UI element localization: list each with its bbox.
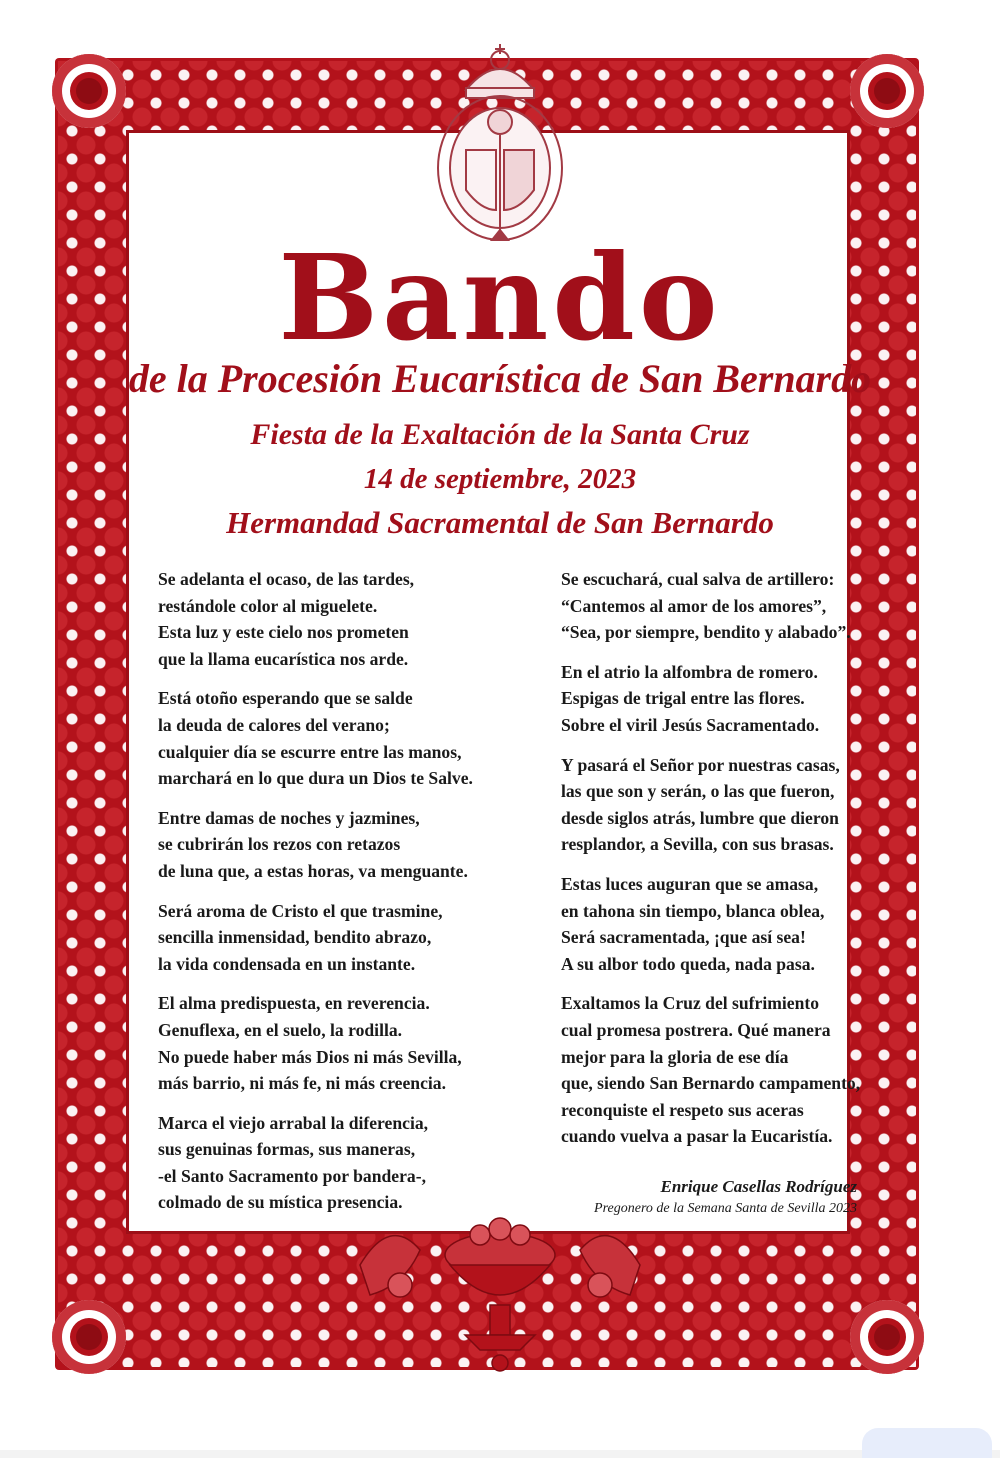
verse-line: Está otoño esperando que se salde — [158, 688, 413, 709]
verse-line: la vida condensada en un instante. — [158, 953, 416, 974]
verse-line: que, siendo San Bernardo campamento, — [561, 1073, 861, 1094]
verse-line: colmado de su mística presencia. — [158, 1192, 403, 1213]
verse-line: Esta luz y este cielo nos prometen — [158, 622, 409, 643]
stanza — [158, 685, 478, 791]
verse-line: reconquiste el respeto sus aceras — [561, 1099, 804, 1120]
poem-column-right — [561, 566, 871, 1163]
document-subtitle: de la Procesión Eucarística de San Bernardo — [128, 356, 872, 401]
document-title: Bando — [278, 228, 722, 367]
verse-line: desde siglos atrás, lumbre que dieron — [561, 807, 839, 828]
verse-line: que la llama eucarística nos arde. — [158, 648, 409, 669]
verse-line: “Cantemos al amor de los amores”, — [561, 595, 827, 616]
verse-line: sus genuinas formas, sus maneras, — [158, 1139, 416, 1160]
corner-ornament-bottom-left — [52, 1300, 126, 1374]
verse-line: Genuflexa, en el suelo, la rodilla. — [158, 1019, 403, 1040]
verse-line: Sobre el viril Jesús Sacramentado. — [561, 714, 820, 735]
scroll-to-top-button[interactable] — [862, 1428, 992, 1458]
verse-line: mejor para la gloria de ese día — [561, 1046, 789, 1067]
brotherhood-crest-icon — [426, 40, 574, 245]
verse-line: marchará en lo que dura un Dios te Salve. — [158, 768, 473, 789]
stanza — [158, 898, 478, 978]
brotherhood-name: Hermandad Sacramental de San Bernardo — [226, 505, 774, 540]
verse-line: Espigas de trigal entre las flores. — [561, 688, 805, 709]
verse-line: cualquier día se escurre entre las manos, — [158, 741, 462, 762]
author-name: Enrique Casellas Rodríguez — [660, 1177, 857, 1196]
verse-line: Se escuchará, cual salva de artillero: — [561, 569, 835, 589]
stanza — [158, 990, 478, 1096]
chalice-angels-ornament-icon — [330, 1195, 670, 1375]
stanza — [561, 871, 871, 977]
verse-line: restándole color al miguelete. — [158, 595, 378, 616]
verse-line: No puede haber más Dios ni más Sevilla, — [158, 1046, 462, 1067]
verse-line: Será sacramentada, ¡que así sea! — [561, 927, 806, 948]
verse-line: cuando vuelva a pasar la Eucaristía. — [561, 1126, 833, 1147]
stanza — [158, 566, 478, 672]
poem-column-left — [158, 566, 478, 1229]
event-date: 14 de septiembre, 2023 — [363, 463, 637, 495]
verse-line: A su albor todo queda, nada pasa. — [561, 953, 815, 974]
stanza — [561, 990, 871, 1150]
corner-ornament-top-left — [52, 54, 126, 128]
verse-line: sencilla inmensidad, bendito abrazo, — [158, 927, 432, 948]
stanza — [561, 566, 871, 646]
verse-line: Será aroma de Cristo el que trasmine, — [158, 900, 443, 921]
corner-ornament-bottom-right — [850, 1300, 924, 1374]
verse-line: Se adelanta el ocaso, de las tardes, — [158, 569, 415, 589]
feast-title: Fiesta de la Exaltación de la Santa Cruz — [250, 418, 750, 451]
author-role: Pregonero de la Semana Santa de Sevilla 2023 — [594, 1201, 857, 1216]
verse-line: en tahona sin tiempo, blanca oblea, — [561, 900, 825, 921]
verse-line: más barrio, ni más fe, ni más creencia. — [158, 1073, 446, 1094]
verse-line: Marca el viejo arrabal la diferencia, — [158, 1112, 429, 1133]
stanza — [158, 805, 478, 885]
verse-line: -el Santo Sacramento por bandera-, — [158, 1165, 426, 1186]
verse-line: la deuda de calores del verano; — [158, 714, 390, 735]
verse-line: las que son y serán, o las que fueron, — [561, 781, 835, 802]
stanza — [561, 659, 871, 739]
verse-line: El alma predispuesta, en reverencia. — [158, 993, 430, 1014]
corner-ornament-top-right — [850, 54, 924, 128]
verse-line: cual promesa postrera. Qué manera — [561, 1019, 831, 1040]
verse-line: Entre damas de noches y jazmines, — [158, 807, 420, 828]
verse-line: Exaltamos la Cruz del sufrimiento — [561, 993, 820, 1014]
verse-line: “Sea, por siempre, bendito y alabado”. — [561, 622, 851, 643]
stanza — [561, 752, 871, 858]
verse-line: En el atrio la alfombra de romero. — [561, 661, 818, 682]
verse-line: Estas luces auguran que se amasa, — [561, 873, 819, 894]
verse-line: Y pasará el Señor por nuestras casas, — [561, 754, 840, 775]
verse-line: resplandor, a Sevilla, con sus brasas. — [561, 834, 834, 855]
verse-line: de luna que, a estas horas, va menguante. — [158, 860, 468, 881]
verse-line: se cubrirán los rezos con retazos — [158, 834, 401, 855]
